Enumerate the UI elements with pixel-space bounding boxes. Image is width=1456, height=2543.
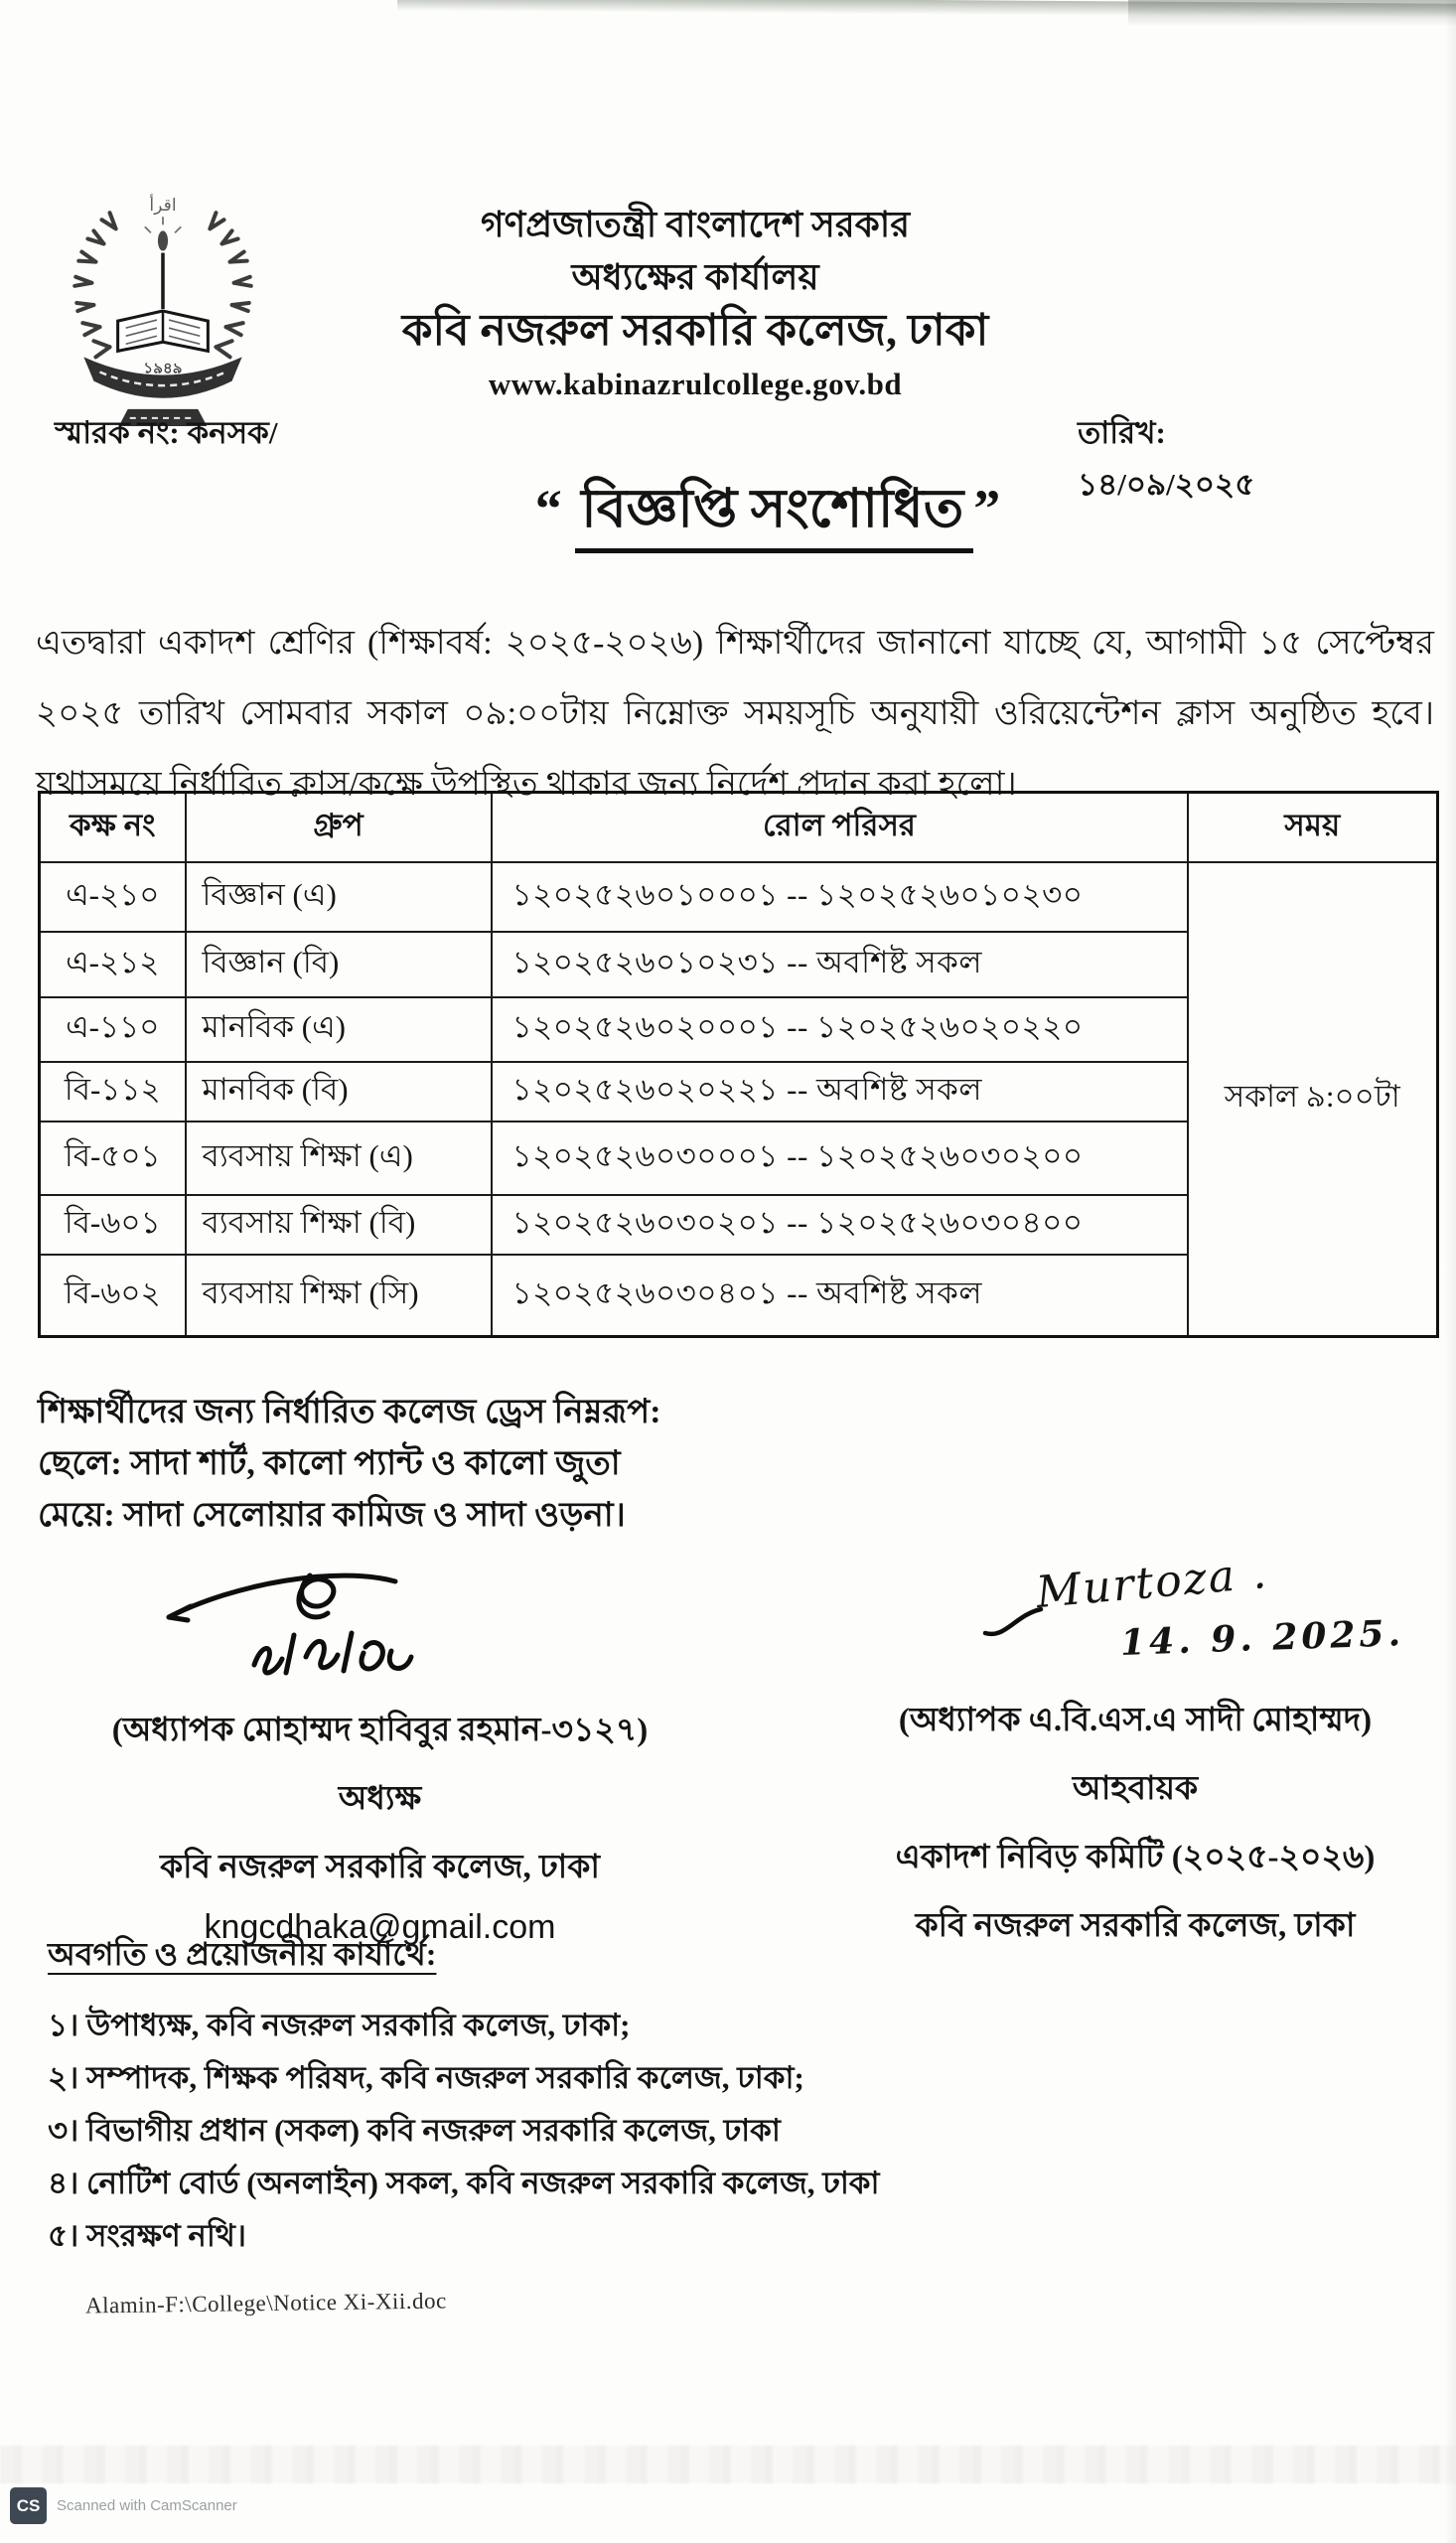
title-open-quote: “	[534, 479, 576, 538]
schedule-table	[38, 791, 1439, 1338]
scan-artifact-bottom	[0, 2446, 1456, 2483]
principal-org: কবি নজরুল সরকারি কলেজ, ঢাকা	[160, 1850, 600, 1885]
emblem-year: ১৯৪৯	[143, 361, 183, 377]
convener-sign-date: 14. 9. 2025.	[1119, 1612, 1405, 1664]
dress-heading: শিক্ষার্থীদের জন্য নির্ধারিত কলেজ ড্রেস নিম্নরূপ:	[38, 1394, 661, 1430]
distribution-heading: অবগতি ও প্রয়োজনীয় কার্যার্থে:	[48, 1936, 437, 1972]
room-cell: বি-৫০১	[40, 1122, 186, 1195]
title-text: বিজ্ঞপ্তি সংশোধিত	[575, 479, 973, 553]
col-header-group: গ্রুপ	[186, 793, 492, 862]
convener-name: (অধ্যাপক এ.বি.এস.এ সাদী মোহাম্মদ)	[898, 1703, 1373, 1738]
room-cell: বি-৬০২	[40, 1255, 186, 1337]
title-close-quote: ”	[973, 479, 1001, 538]
emblem-arabic-text: اقرأ	[149, 196, 177, 216]
group-cell: ব্যবসায় শিক্ষা (বি)	[186, 1195, 492, 1255]
dress-code-section	[38, 1387, 661, 1542]
convener-signature-area	[822, 1547, 1448, 1681]
room-cell: বি-৬০১	[40, 1195, 186, 1255]
website-url: www.kabinazrulcollege.gov.bd	[488, 367, 903, 401]
government-line: গণপ্রজাতন্ত্রী বাংলাদেশ সরকার	[480, 205, 911, 244]
memo-row	[55, 409, 1316, 502]
convener-signature-text: Murtoza .	[1034, 1547, 1270, 1619]
group-cell: মানবিক (এ)	[186, 997, 492, 1062]
camscanner-watermark	[10, 2487, 237, 2524]
roll-cell: ১২০২৫২৬০২০০০১ -- ১২০২৫২৬০২০২২০	[492, 997, 1188, 1062]
roll-cell: ১২০২৫২৬০৩০২০১ -- ১২০২৫২৬০৩০৪০০	[492, 1195, 1188, 1255]
scan-artifact-right-edge	[1444, 0, 1456, 2543]
table-header-row	[40, 793, 1438, 862]
notice-date: তারিখ: ১৪/০৯/২০২৫	[1078, 415, 1255, 502]
room-cell: এ-২১২	[40, 932, 186, 997]
notice-body: এতদ্বারা একাদশ শ্রেণির (শিক্ষাবর্ষ: ২০২৫-২০২৬) শিক্ষার্থীদের জানানো যাচ্ছে যে, আগামী ১৫ সেপ্টেম্বর ২০২৫ তারিখ সোমবার সকাল ০৯:০০টায় নিম্নোক্ত সময়সূচি অনুযায়ী ওরিয়েন্টেশন ক্লাস অনুষ্ঠিত হবে। যথাসময়ে নির্ধারিত ক্লাস/কক্ষে উপস্থিত থাকার জন্য নির্দেশ প্রদান করা হলো।	[36, 625, 1434, 803]
distribution-item: ২। সম্পাদক, শিক্ষক পরিষদ, কবি নজরুল সরকারি কলেজ, ঢাকা;	[48, 2060, 804, 2095]
group-cell: ব্যবসায় শিক্ষা (এ)	[186, 1122, 492, 1195]
col-header-roll: রোল পরিসর	[492, 793, 1188, 862]
group-cell: ব্যবসায় শিক্ষা (সি)	[186, 1255, 492, 1337]
dress-girls-line: মেয়ে: সাদা সেলোয়ার কামিজ ও সাদা ওড়না।	[38, 1497, 626, 1534]
room-cell: এ-২১০	[40, 862, 186, 932]
room-cell: বি-১১২	[40, 1062, 186, 1122]
roll-cell: ১২০২৫২৬০১০০০১ -- ১২০২৫২৬০১০২৩০	[492, 862, 1188, 932]
roll-cell: ১২০২৫২৬০১০২৩১ -- অবশিষ্ট সকল	[492, 932, 1188, 997]
convener-committee: একাদশ নিবিড় কমিটি (২০২৫-২০২৬)	[895, 1840, 1376, 1875]
distribution-list	[48, 1929, 879, 2262]
col-header-room: কক্ষ নং	[40, 793, 186, 862]
table-row	[40, 862, 1438, 932]
distribution-item: ৩। বিভাগীয় প্রধান (সকল) কবি নজরুল সরকারি কলেজ, ঢাকা	[48, 2113, 781, 2148]
principal-name: (অধ্যাপক মোহাম্মদ হাবিবুর রহমান-৩১২৭)	[111, 1713, 649, 1748]
convener-role: আহবায়ক	[1072, 1771, 1199, 1807]
principal-role: অধ্যক্ষ	[338, 1781, 422, 1817]
college-name: কবি নজরুল সরকারি কলেজ, ঢাকা	[401, 306, 989, 355]
group-cell: বিজ্ঞান (বি)	[186, 932, 492, 997]
roll-cell: ১২০২৫২৬০৩০৪০১ -- অবশিষ্ট সকল	[492, 1255, 1188, 1337]
col-header-time: সময়	[1188, 793, 1438, 862]
office-line: অধ্যক্ষের কার্যালয়	[571, 257, 819, 297]
signature-block-principal	[70, 1562, 690, 1947]
room-cell: এ-১১০	[40, 997, 186, 1062]
principal-signature-icon	[159, 1562, 437, 1691]
notice-title	[40, 467, 1456, 556]
convener-org: কবি নজরুল সরকারি কলেজ, ঢাকা	[915, 1908, 1356, 1944]
scan-artifact-top-right	[1128, 0, 1456, 26]
group-cell: মানবিক (বি)	[186, 1062, 492, 1122]
principal-email: kngcdhaka@gmail.com	[204, 1908, 556, 1946]
signature-block-convener	[822, 1547, 1448, 1955]
time-cell: সকাল ৯:০০টা	[1188, 862, 1438, 1337]
roll-cell: ১২০২৫২৬০৩০০০১ -- ১২০২৫২৬০৩০২০০	[492, 1122, 1188, 1195]
distribution-item: ৫। সংরক্ষণ নথি।	[48, 2218, 246, 2253]
group-cell: বিজ্ঞান (এ)	[186, 862, 492, 932]
dress-boys-line: ছেলে: সাদা শার্ট, কালো প্যান্ট ও কালো জুতা	[38, 1445, 621, 1482]
distribution-item: ১। উপাধ্যক্ষ, কবি নজরুল সরকারি কলেজ, ঢাকা;	[48, 2008, 631, 2042]
roll-cell: ১২০২৫২৬০২০২২১ -- অবশিষ্ট সকল	[492, 1062, 1188, 1122]
letterhead	[0, 207, 1390, 399]
distribution-item: ৪। নোটিশ বোর্ড (অনলাইন) সকল, কবি নজরুল সরকারি কলেজ, ঢাকা	[48, 2166, 880, 2200]
camscanner-logo-icon: CS	[10, 2487, 47, 2524]
memo-number: স্মারক নং: কনসক/	[55, 415, 278, 450]
file-path: Alamin-F:\College\Notice Xi-Xii.doc	[84, 2288, 447, 2319]
camscanner-label: Scanned with CamScanner	[57, 2497, 237, 2514]
